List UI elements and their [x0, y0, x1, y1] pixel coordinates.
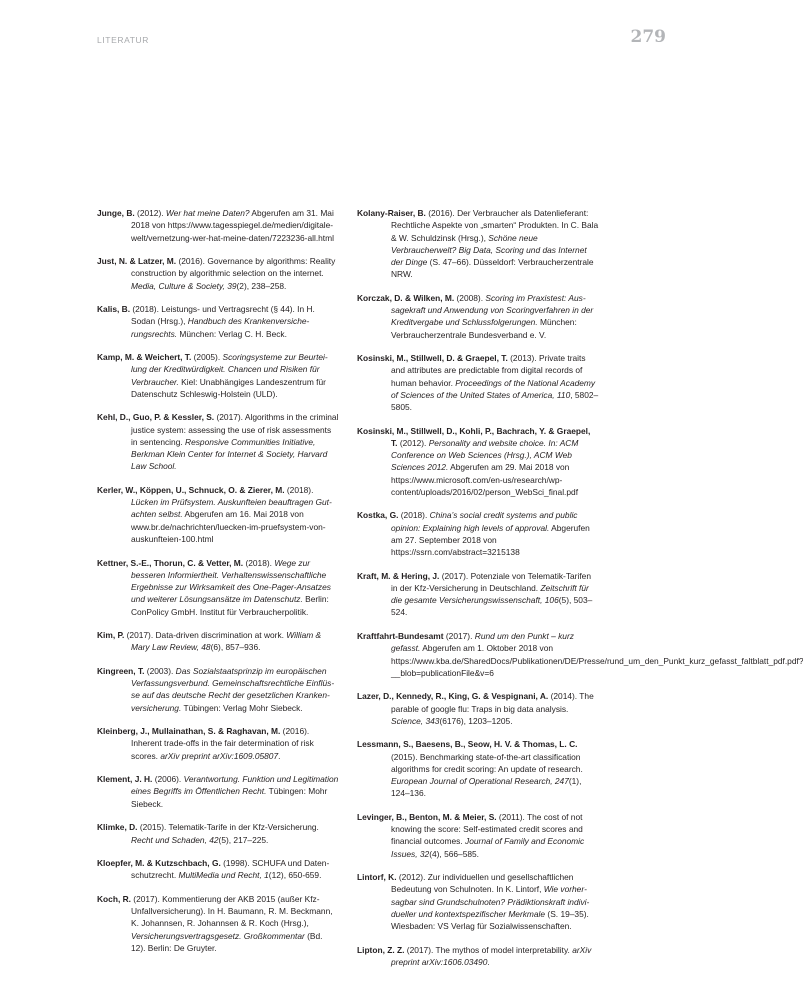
reference-text: (2017). Kommentierung der AKB 2015 (außer Kfz-Unfallversicherung). In H. Baumann, R. M. Beckmann, K. Johannsen, R. Johannsen & R. Koch (Hrsg.),	[130, 893, 333, 929]
reference-text: (2016). Governance by algorithms: Reality construction by algorithmic selection on the internet.	[131, 256, 336, 279]
reference-entry	[97, 725, 339, 762]
reference-text: (2013). Private traits and attributes are predictable from digital records of human behavior.	[391, 353, 586, 388]
reference-entry	[357, 207, 599, 281]
reference-entry	[357, 352, 599, 413]
reference-text: (2008).	[454, 292, 486, 303]
reference-entry	[97, 893, 339, 954]
reference-author: Klimke, D.	[97, 822, 138, 833]
reference-text: (2017).	[443, 631, 475, 642]
reference-text: (2), 238–258.	[236, 280, 287, 291]
reference-text: Berlin: ConPolicy GmbH. Institut für Verbraucherpolitik.	[131, 594, 329, 617]
reference-text: (2015). Benchmarking state-of-the-art classification algorithms for credit scoring: An update of research.	[391, 751, 583, 774]
reference-author: Just, N. & Latzer, M.	[97, 256, 177, 267]
reference-author: Lipton, Z. Z.	[357, 944, 405, 955]
reference-author: Kettner, S.-E., Thorun, C. & Vetter, M.	[97, 557, 244, 568]
reference-text: .	[487, 957, 490, 968]
reference-text: (2018).	[284, 484, 314, 495]
reference-entry	[97, 411, 339, 472]
reference-text: (2017). Potenziale von Telematik-Tarifen in der Kfz-Versicherung in Deutschland.	[391, 570, 591, 593]
reference-text: (5), 503–524.	[391, 595, 593, 618]
reference-author: Kehl, D., Guo, P. & Kessler, S.	[97, 412, 215, 423]
reference-title: Rund um den Punkt – kurz gefasst.	[391, 631, 574, 654]
reference-title: Wege zur besseren Informiertheit. Verhaltenswissenschaftliche Ergebnisse zur Wirksamkeit des One-Pager-Ansatzes und weiterer Lösungsansätze im Datenschutz.	[131, 557, 331, 605]
reference-entry	[97, 255, 339, 292]
reference-title: arXiv preprint arXiv:1606.03490	[391, 944, 592, 968]
reference-title: MultiMedia und Recht, 1	[178, 870, 269, 881]
reference-author: Lazer, D., Kennedy, R., King, G. & Vespignani, A.	[357, 691, 549, 702]
reference-author: Kostka, G.	[357, 510, 399, 521]
reference-title: Media, Culture & Society, 39	[131, 280, 237, 291]
reference-entry	[97, 629, 339, 654]
reference-author: Kingreen, T.	[97, 665, 145, 676]
reference-title: Personality and website choice. In: ACM Conference on Web Sciences (Hrsg.), ACM Web Sciences 2012.	[391, 437, 579, 473]
reference-author: Korczak, D. & Wilken, M.	[357, 292, 455, 303]
reference-text: (2015). Telematik-Tarife in der Kfz-Versicherung.	[137, 822, 319, 833]
reference-entry	[357, 292, 599, 341]
reference-text: (5), 217–225.	[218, 834, 269, 845]
reference-text: (2017). The mythos of model interpretability.	[404, 944, 573, 955]
reference-text: (1998). SCHUFA und Datenschutzrecht.	[131, 858, 330, 881]
reference-text: Abgerufen am 27. September 2018 von https://ssrn.com/abstract=3215138	[391, 522, 590, 558]
reference-text: (6), 857–936.	[210, 642, 261, 653]
reference-title: Lücken im Prüfsystem. Auskunfteien beauftragen Gutachten selbst.	[131, 497, 332, 520]
reference-author: Lintorf, K.	[357, 872, 397, 883]
reference-text: (2012). Zur individuellen und gesellschaftlichen Bedeutung von Schulnoten. In K. Lintorf,	[391, 872, 574, 895]
reference-entry	[97, 351, 339, 400]
page-number: 279	[630, 27, 666, 47]
reference-title: European Journal of Operational Research, 247	[391, 776, 569, 787]
reference-text: Tübingen: Mohr Siebeck.	[131, 786, 328, 809]
reference-text: Kiel: Unabhängiges Landeszentrum für Datenschutz Schleswig-Holstein (ULD).	[131, 376, 326, 399]
reference-author: Kleinberg, J., Mullainathan, S. & Raghavan, M.	[97, 726, 281, 737]
reference-text: (Bd. 12). Berlin: De Gruyter.	[131, 930, 323, 953]
reference-title: Journal of Family and Economic Issues, 32	[391, 836, 585, 859]
reference-text: Tübingen: Verlag Mohr Siebeck.	[181, 702, 303, 713]
reference-author: Lessmann, S., Baesens, B., Seow, H. V. & Thomas, L. C.	[357, 739, 578, 750]
reference-text: (2018).	[243, 557, 275, 568]
reference-text: (6176), 1203–1205.	[439, 715, 513, 726]
reference-title: Zeitschrift für die gesamte Versicherungswissenschaft, 106	[391, 582, 589, 606]
reference-column-left	[97, 207, 339, 965]
reference-author: Kosinski, M., Stillwell, D., Kohli, P., Bachrach, Y. & Graepel, T.	[357, 425, 591, 448]
reference-entry	[357, 944, 599, 969]
reference-author: Kraft, M. & Hering, J.	[357, 570, 440, 581]
reference-author: Kraftfahrt-Bundesamt	[357, 631, 444, 642]
reference-title: Handbuch des Krankenversicherungsrechts.	[131, 316, 310, 339]
reference-text: Abgerufen am 29. Mai 2018 von https://www.microsoft.com/en-us/research/wp-content/uploads/2016/02/person_WebSci_final.pdf	[391, 462, 579, 497]
reference-entry	[357, 425, 599, 499]
reference-author: Kolany-Raiser, B.	[357, 208, 426, 218]
reference-title: Recht und Schaden, 42	[131, 834, 219, 845]
reference-entry	[97, 857, 339, 882]
reference-text: (4), 566–585.	[429, 848, 480, 859]
reference-entry	[97, 665, 339, 714]
reference-entry	[97, 821, 339, 846]
reference-text: (2006).	[152, 774, 184, 785]
reference-text: (S. 19–35). Wiesbaden: VS Verlag für Sozialwissenschaften.	[391, 908, 589, 932]
reference-text: (2012).	[134, 208, 166, 218]
reference-entry	[357, 811, 599, 860]
reference-author: Kerler, W., Köppen, U., Schnuck, O. & Zierer, M.	[97, 484, 285, 495]
reference-text: (2017). Data-driven discrimination at work.	[124, 630, 287, 641]
reference-author: Klement, J. H.	[97, 774, 153, 785]
reference-text: (12), 650-659.	[268, 870, 322, 881]
reference-text: (2018).	[398, 510, 430, 521]
reference-text: Abgerufen am 1. Oktober 2018 von https://www.kba.de/SharedDocs/Publikationen/DE/Presse/rund_um_den_Punkt_kurz_gefasst_faltblatt_pdf.pdf?__blob=publicationFile&v=6	[391, 643, 803, 678]
reference-title: Wie vorhersagbar sind Grundschulnoten? Prädiktionskraft individueller und kontextspezifischer Merkmale	[391, 884, 590, 919]
reference-entry	[357, 690, 599, 727]
reference-title: Scoring im Praxistest: Aussagekraft und Anwendung von Scoringverfahren in der Kreditvergabe und Schlussfolgerungen.	[391, 292, 594, 328]
reference-author: Koch, R.	[97, 893, 131, 904]
reference-title: Versicherungsvertragsgesetz. Großkommentar	[131, 930, 305, 941]
reference-title: Responsive Communities Initiative, Berkman Klein Center for Internet & Society, Harvard Law School.	[131, 436, 328, 472]
reference-text: (2014). The parable of google flu: Traps in big data analysis.	[391, 691, 594, 714]
reference-text: Abgerufen am 16. Mai 2018 von www.br.de/nachrichten/luecken-im-pruefsystem-von-auskunfteien-100.html	[131, 509, 326, 544]
reference-entry	[97, 303, 339, 340]
reference-text: (2011). The cost of not knowing the score: Self-estimated credit scores and financial outcomes.	[391, 811, 583, 847]
reference-author: Kim, P.	[97, 630, 125, 641]
reference-title: China’s social credit systems and public opinion: Explaining high levels of approval.	[391, 510, 578, 533]
reference-author: Kosinski, M., Stillwell, D. & Graepel, T.	[357, 353, 508, 364]
reference-text: (1), 124–136.	[391, 776, 582, 799]
reference-entry	[357, 630, 803, 679]
running-title: LITERATUR	[97, 35, 149, 45]
reference-author: Kalis, B.	[97, 304, 131, 315]
reference-text: (2017). Algorithms in the criminal justice system: assessing the use of risk assessments in sentencing.	[131, 412, 339, 447]
reference-entry	[97, 557, 339, 618]
reference-text: (2003).	[144, 665, 176, 676]
reference-title: Proceedings of the National Academy of Sciences of the United States of America, 110	[391, 377, 596, 400]
reference-author: Junge, B.	[97, 208, 135, 218]
reference-text: (2005).	[191, 352, 223, 363]
reference-entry	[357, 570, 599, 619]
reference-text: .	[278, 750, 281, 761]
reference-title: Science, 343	[391, 715, 440, 726]
reference-text: (2016). Inherent trade-offs in the fair determination of risk scores.	[131, 726, 314, 761]
reference-title: Wer hat meine Daten?	[165, 208, 250, 218]
reference-entry	[357, 509, 599, 558]
reference-text: München: Verbraucherzentrale Bundesverband e. V.	[391, 317, 577, 340]
reference-title: arXiv preprint arXiv:1609.05807	[160, 750, 279, 761]
reference-entry	[97, 773, 339, 810]
reference-entry	[97, 484, 339, 545]
reference-text: München: Verlag C. H. Beck.	[177, 328, 287, 339]
reference-entry	[357, 738, 599, 799]
reference-author: Kloepfer, M. & Kutzschbach, G.	[97, 858, 221, 869]
reference-title: Schöne neue Verbraucherwelt? Big Data, Scoring und das Internet der Dinge	[391, 232, 587, 267]
reference-title: William & Mary Law Review, 48	[131, 630, 322, 653]
reference-text: , 5802–5805.	[391, 389, 599, 413]
reference-title: Scoringsysteme zur Beurteilung der Kreditwürdigkeit. Chancen und Risiken für Verbraucher.	[131, 352, 328, 387]
reference-title: Das Sozialstaatsprinzip im europäischen Verfassungsverbund. Gemeinschaftsrechtliche Einflüsse auf das deutsche Recht der gesetzlichen Krankenversicherung.	[131, 665, 335, 713]
reference-entry	[357, 871, 599, 932]
reference-text: (2018). Leistungs- und Vertragsrecht (§ 44). In H. Sodan (Hrsg.),	[130, 304, 315, 327]
reference-text: (S. 47–66). Düsseldorf: Verbraucherzentrale NRW.	[391, 257, 594, 280]
reference-text: (2012).	[397, 437, 429, 448]
reference-text: (2016). Der Verbraucher als Datenlieferant: Rechtliche Aspekte von „smarten“ Produkten. In C. Bala & W. Schuldzinsk (Hrsg.),	[391, 208, 599, 243]
reference-author: Levinger, B., Benton, M. & Meier, S.	[357, 811, 497, 822]
reference-column-right	[357, 207, 803, 980]
reference-author: Kamp, M. & Weichert, T.	[97, 352, 192, 363]
reference-text: Abgerufen am 31. Mai 2018 von https://www.tagesspiegel.de/medien/digitale-welt/vernetzung-wer-hat-meine-daten/7223236-all.html	[131, 208, 334, 243]
reference-title: Verantwortung. Funktion und Legitimation eines Begriffs im Öffentlichen Recht.	[131, 774, 339, 797]
reference-entry	[97, 207, 339, 244]
